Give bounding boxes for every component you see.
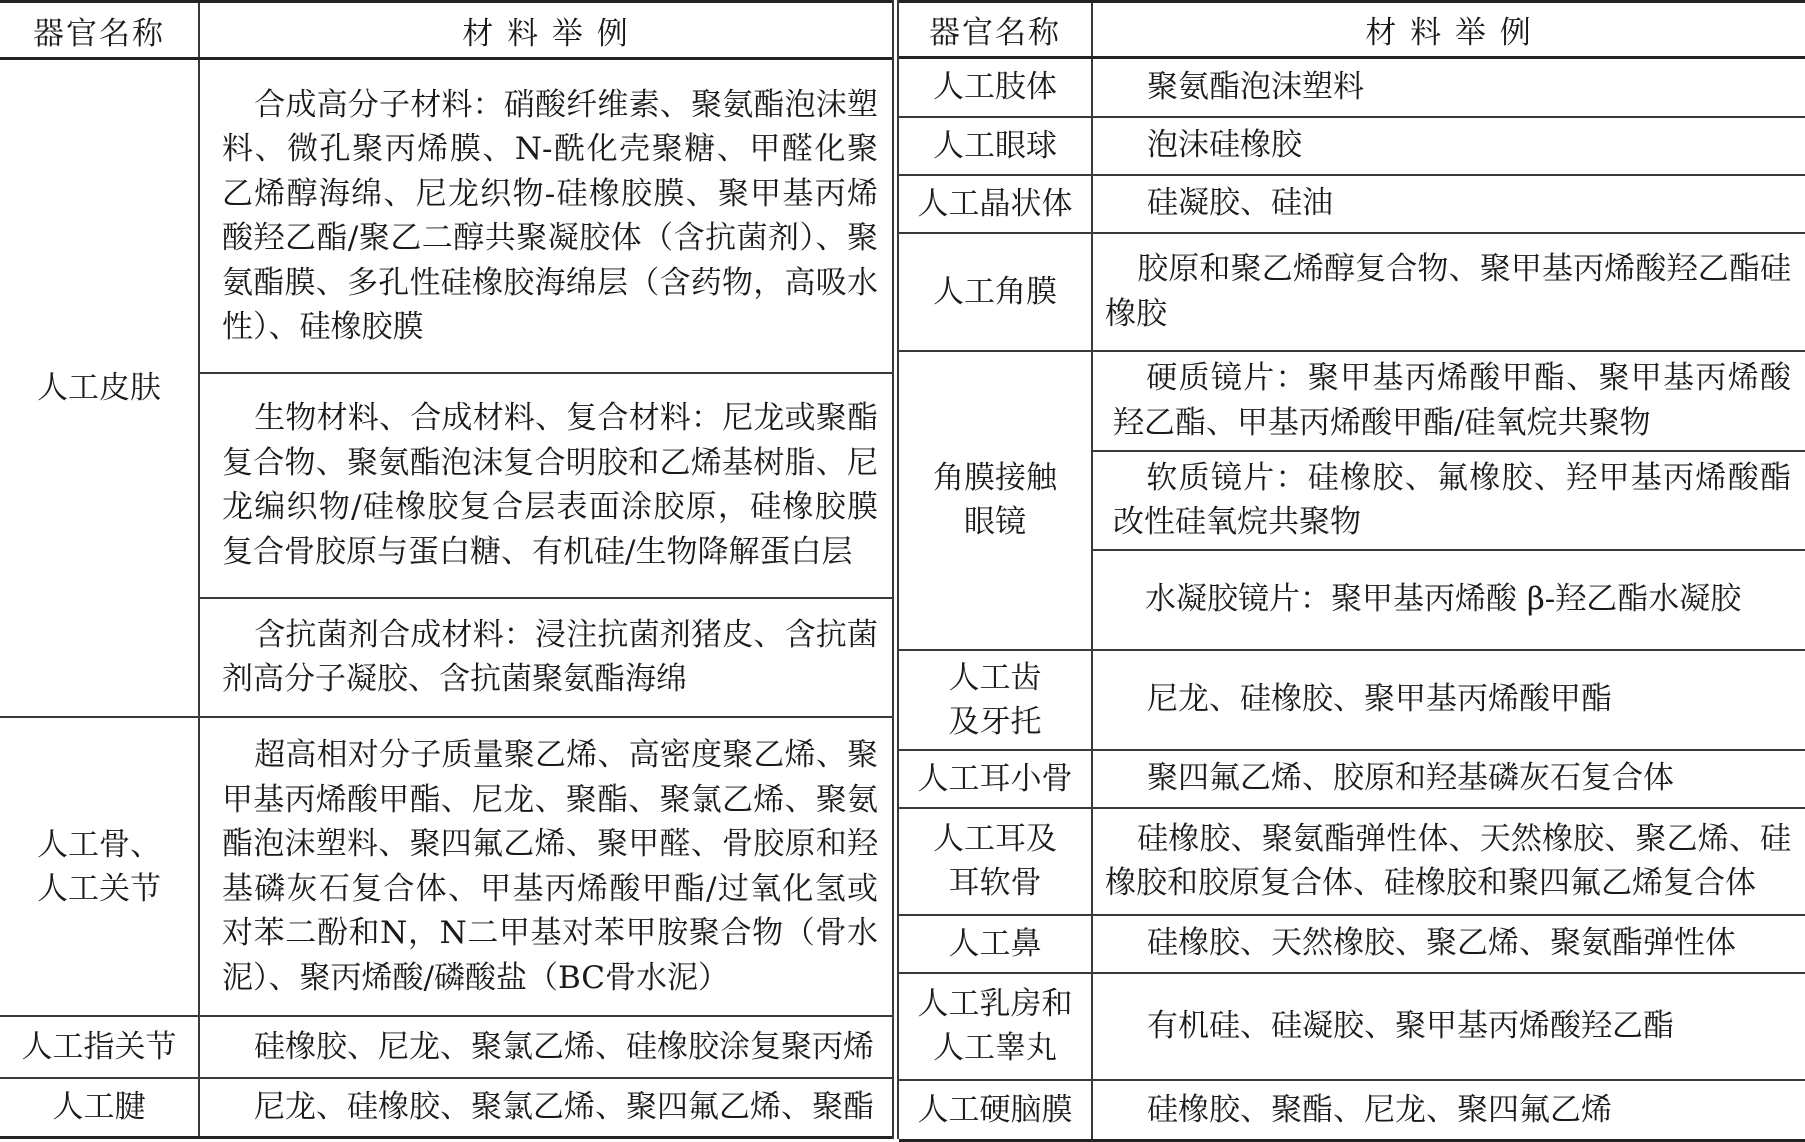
table-row (0, 1078, 892, 1138)
material-cell: 胶原和聚乙烯醇复合物、聚甲基丙烯酸羟乙酯硅橡胶 (1092, 233, 1805, 351)
table-row (899, 915, 1805, 973)
organ-cell: 人工肢体 (899, 58, 1092, 117)
organ-cell: 人工鼻 (899, 915, 1092, 973)
table-row (899, 175, 1805, 233)
material-cell: 硅橡胶、天然橡胶、聚乙烯、聚氨酯弹性体 (1092, 915, 1805, 973)
organ-cell: 人工耳小骨 (899, 750, 1092, 808)
material-cell: 尼龙、硅橡胶、聚甲基丙烯酸甲酯 (1092, 650, 1805, 750)
table-row (899, 233, 1805, 351)
left-table (0, 0, 892, 1139)
table-row (899, 58, 1805, 117)
organ-cell: 人工硬脑膜 (899, 1080, 1092, 1141)
material-cell: 有机硅、硅凝胶、聚甲基丙烯酸羟乙酯 (1092, 973, 1805, 1080)
material-cell: 生物材料、合成材料、复合材料：尼龙或聚酯复合物、聚氨酯泡沫复合明胶和乙烯基树脂、尼龙编织物/硅橡胶复合层表面涂胶原，硅橡胶膜复合骨胶原与蛋白糖、有机硅/生物降解蛋白层 (199, 373, 892, 598)
table-row (899, 351, 1805, 451)
material-cell: 超高相对分子质量聚乙烯、高密度聚乙烯、聚甲基丙烯酸甲酯、尼龙、聚酯、聚氯乙烯、聚氨酯泡沫塑料、聚四氟乙烯、聚甲醛、骨胶原和羟基磷灰石复合体、甲基丙烯酸甲酯/过氧化氢或对苯二酚和N，N二甲基对苯甲胺聚合物（骨水泥）、聚丙烯酸/磷酸盐（BC骨水泥） (199, 717, 892, 1017)
table-row (899, 650, 1805, 750)
material-cell: 聚氨酯泡沫塑料 (1092, 58, 1805, 117)
organ-cell: 人工骨、 人工关节 (0, 717, 199, 1017)
organ-cell: 人工晶状体 (899, 175, 1092, 233)
table-row (0, 59, 892, 373)
left-header-row (0, 2, 892, 59)
organ-cell: 人工乳房和 人工睾丸 (899, 973, 1092, 1080)
right-table (899, 0, 1805, 1142)
material-cell: 硅橡胶、聚氨酯弹性体、天然橡胶、聚乙烯、硅橡胶和胶原复合体、硅橡胶和聚四氟乙烯复合体 (1092, 808, 1805, 915)
table-row (0, 717, 892, 1017)
material-cell: 硅橡胶、聚酯、尼龙、聚四氟乙烯 (1092, 1080, 1805, 1141)
organ-cell: 人工角膜 (899, 233, 1092, 351)
organ-cell: 人工皮肤 (0, 59, 199, 717)
material-header: 材 料 举 例 (1092, 2, 1805, 58)
organ-cell: 人工齿 及牙托 (899, 650, 1092, 750)
organ-cell: 人工耳及 耳软骨 (899, 808, 1092, 915)
material-cell: 软质镜片：硅橡胶、氟橡胶、羟甲基丙烯酸酯改性硅氧烷共聚物 (1092, 451, 1805, 550)
column-divider (892, 0, 899, 1139)
material-cell: 尼龙、硅橡胶、聚氯乙烯、聚四氟乙烯、聚酯 (199, 1078, 892, 1138)
table-row (899, 808, 1805, 915)
material-cell: 泡沫硅橡胶 (1092, 117, 1805, 175)
table-row (899, 117, 1805, 175)
table-row (899, 973, 1805, 1080)
material-cell: 水凝胶镜片：聚甲基丙烯酸 β-羟乙酯水凝胶 (1092, 550, 1805, 650)
organ-cell: 人工指关节 (0, 1016, 199, 1078)
table-row (0, 1016, 892, 1078)
material-cell: 硬质镜片：聚甲基丙烯酸甲酯、聚甲基丙烯酸羟乙酯、甲基丙烯酸甲酯/硅氧烷共聚物 (1092, 351, 1805, 451)
material-header: 材 料 举 例 (199, 2, 892, 59)
organ-header: 器官名称 (899, 2, 1092, 58)
material-cell: 含抗菌剂合成材料：浸注抗菌剂猪皮、含抗菌剂高分子凝胶、含抗菌聚氨酯海绵 (199, 598, 892, 717)
organ-cell: 角膜接触 眼镜 (899, 351, 1092, 650)
right-header-row (899, 2, 1805, 58)
organ-cell: 人工腱 (0, 1078, 199, 1138)
organ-cell: 人工眼球 (899, 117, 1092, 175)
material-cell: 硅橡胶、尼龙、聚氯乙烯、硅橡胶涂复聚丙烯 (199, 1016, 892, 1078)
material-cell: 聚四氟乙烯、胶原和羟基磷灰石复合体 (1092, 750, 1805, 808)
organ-header: 器官名称 (0, 2, 199, 59)
material-cell: 硅凝胶、硅油 (1092, 175, 1805, 233)
table-row (899, 1080, 1805, 1141)
table-row (899, 750, 1805, 808)
material-cell: 合成高分子材料：硝酸纤维素、聚氨酯泡沫塑料、微孔聚丙烯膜、N-酰化壳聚糖、甲醛化聚乙烯醇海绵、尼龙织物-硅橡胶膜、聚甲基丙烯酸羟乙酯/聚乙二醇共聚凝胶体（含抗菌剂）、聚氨酯膜、多孔性硅橡胶海绵层（含药物，高吸水性）、硅橡胶膜 (199, 59, 892, 373)
